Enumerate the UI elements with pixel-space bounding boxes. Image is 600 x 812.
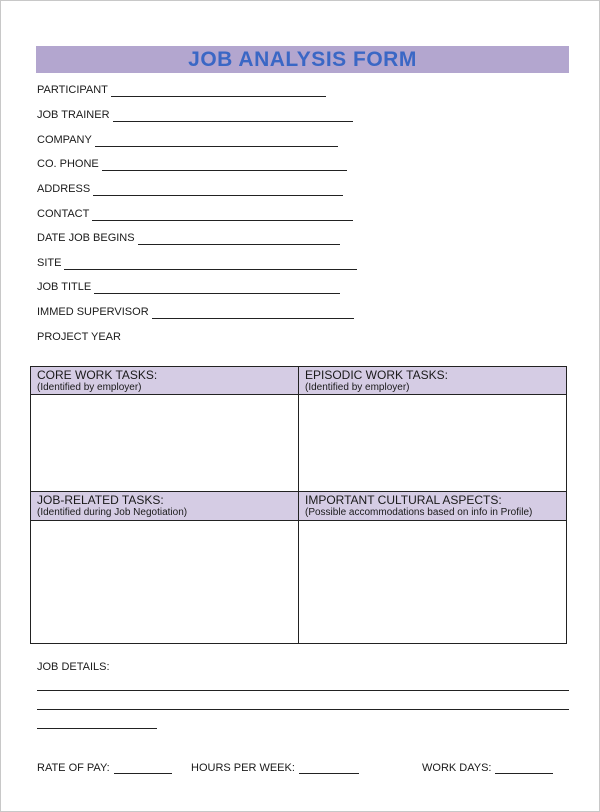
job-title-input-line[interactable] <box>94 281 340 294</box>
field-project-year[interactable] <box>37 330 121 346</box>
episodic-work-tasks-header <box>299 367 566 395</box>
job-details-line-1[interactable] <box>37 690 569 691</box>
core-work-tasks-subtitle: (Identified by employer) <box>37 382 142 393</box>
field-job-trainer[interactable] <box>37 108 353 124</box>
co-phone-input-line[interactable] <box>102 158 347 171</box>
rate-of-pay-label: RATE OF PAY: <box>37 762 110 774</box>
job-details-label: JOB DETAILS: <box>37 661 110 673</box>
field-label: IMMED SUPERVISOR <box>37 306 149 318</box>
core-work-tasks-title: CORE WORK TASKS: <box>37 368 158 382</box>
field-label: CO. PHONE <box>37 158 99 170</box>
work-days-input-line[interactable] <box>495 761 553 774</box>
field-company[interactable] <box>37 133 338 149</box>
field-label: JOB TITLE <box>37 281 92 293</box>
field-date-job-begins[interactable] <box>37 231 340 247</box>
contact-input-line[interactable] <box>92 208 353 221</box>
field-label: PROJECT YEAR <box>37 331 121 343</box>
hours-per-week-label: HOURS PER WEEK: <box>191 762 295 774</box>
task-table <box>30 366 567 644</box>
field-co-phone[interactable] <box>37 157 347 173</box>
field-participant[interactable] <box>37 83 326 99</box>
date-job-begins-input-line[interactable] <box>138 232 340 245</box>
field-label: COMPANY <box>37 134 92 146</box>
field-label: PARTICIPANT <box>37 84 108 96</box>
title-banner <box>36 46 569 73</box>
column-divider <box>298 367 299 643</box>
field-site[interactable] <box>37 256 357 272</box>
job-trainer-input-line[interactable] <box>113 109 353 122</box>
work-days-field[interactable] <box>422 761 553 774</box>
address-input-line[interactable] <box>93 183 343 196</box>
field-job-title[interactable] <box>37 280 340 296</box>
rate-of-pay-input-line[interactable] <box>114 761 172 774</box>
rate-of-pay-field[interactable] <box>37 761 172 774</box>
field-label: ADDRESS <box>37 183 91 195</box>
immed-supervisor-input-line[interactable] <box>152 306 354 319</box>
field-label: JOB TRAINER <box>37 109 110 121</box>
job-related-tasks-title: JOB-RELATED TASKS: <box>37 493 164 507</box>
field-immed-supervisor[interactable] <box>37 305 354 321</box>
form-title: JOB ANALYSIS FORM <box>188 48 417 71</box>
participant-input-line[interactable] <box>111 84 326 97</box>
company-input-line[interactable] <box>95 134 338 147</box>
episodic-work-tasks-area[interactable] <box>299 395 566 491</box>
job-related-tasks-subtitle: (Identified during Job Negotiation) <box>37 507 188 518</box>
field-address[interactable] <box>37 182 343 198</box>
field-contact[interactable] <box>37 207 353 223</box>
episodic-work-tasks-title: EPISODIC WORK TASKS: <box>305 368 448 382</box>
job-details-line-3[interactable] <box>37 728 157 729</box>
cultural-aspects-area[interactable] <box>299 521 566 643</box>
job-details-line-2[interactable] <box>37 709 569 710</box>
cultural-aspects-header <box>299 492 566 521</box>
field-label: CONTACT <box>37 208 90 220</box>
job-related-tasks-area[interactable] <box>31 521 298 643</box>
hours-per-week-input-line[interactable] <box>299 761 359 774</box>
field-label: SITE <box>37 257 62 269</box>
field-label: DATE JOB BEGINS <box>37 232 135 244</box>
episodic-work-tasks-subtitle: (Identified by employer) <box>305 382 410 393</box>
site-input-line[interactable] <box>64 257 357 270</box>
core-work-tasks-area[interactable] <box>31 395 298 491</box>
hours-per-week-field[interactable] <box>191 761 359 774</box>
work-days-label: WORK DAYS: <box>422 762 492 774</box>
core-work-tasks-header <box>31 367 298 395</box>
job-related-tasks-header <box>31 492 298 521</box>
cultural-aspects-title: IMPORTANT CULTURAL ASPECTS: <box>305 493 502 507</box>
cultural-aspects-subtitle: (Possible accommodations based on info in Profile) <box>305 507 533 518</box>
